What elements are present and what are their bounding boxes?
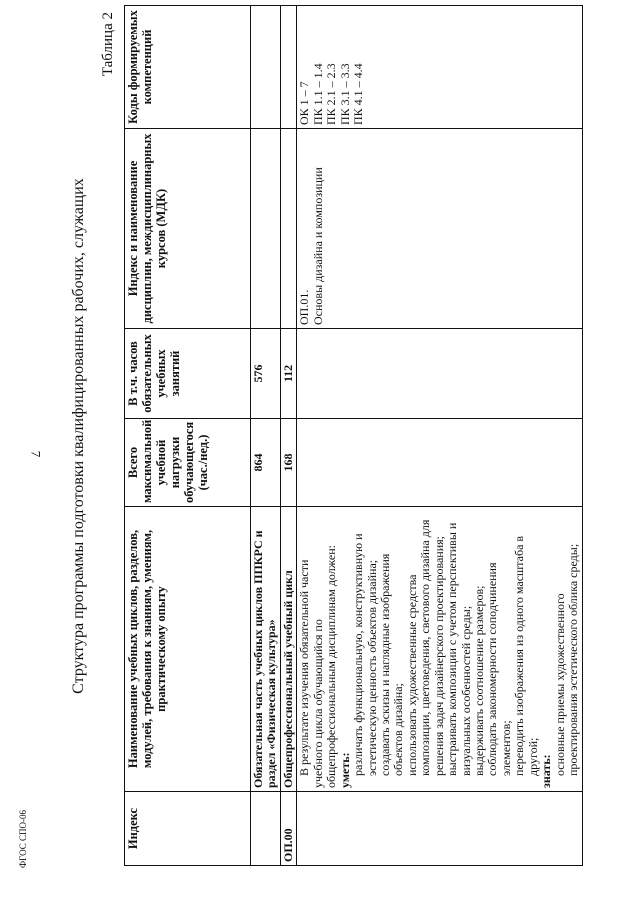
landscape-sheet <box>62 6 634 866</box>
header-competence-codes: Коды формируемых компетенций <box>125 6 251 129</box>
row-mandatory <box>297 329 582 419</box>
curriculum-table <box>124 5 583 866</box>
table-row <box>251 6 281 866</box>
row-codes <box>297 6 582 129</box>
row-mandatory: 576 <box>251 329 281 419</box>
header-row <box>125 6 251 866</box>
row-total: 168 <box>280 419 296 507</box>
row-discipline <box>251 129 281 329</box>
discipline-name: Основы дизайна и композиции <box>310 167 325 325</box>
skill-item: создавать эскизы и наглядные изображения объектов дизайна; <box>377 553 406 776</box>
competence-code: ПК 3.1 – 3.3 <box>337 63 352 125</box>
row-discipline <box>280 129 296 329</box>
row-name: Общепрофессиональный учебный цикл <box>280 507 296 792</box>
skill-item: переводить изображения из одного масштаба в другой; <box>512 535 540 776</box>
table-number: Таблица 2 <box>100 12 116 77</box>
row-codes <box>251 6 281 129</box>
header-discipline: Индекс и наименование дисциплин, междисциплинарных курсов (МДК) <box>125 129 251 329</box>
row-index <box>251 792 281 866</box>
header-total-hours: Всего максимальной учебной нагрузки обучающегося (час./нед.) <box>125 419 251 507</box>
row-total: 864 <box>251 419 281 507</box>
row-name: Обязательная часть учебных циклов ППКРС и раздел «Физическая культура» <box>251 507 281 792</box>
row-discipline <box>297 129 582 329</box>
page-number: 7 <box>28 450 44 458</box>
requirements-text: В результате изучения обязательной части <box>297 559 312 776</box>
header-name: Наименование учебных циклов, разделов, модулей, требования к знаниям, умениям, практическому опыту <box>125 507 251 792</box>
header-index: Индекс <box>125 792 251 866</box>
skill-item: выстраивать композиции с учетом перспективы и визуальных особенностей среды; <box>445 522 473 776</box>
competence-code: ПК 4.1 – 4.4 <box>351 63 366 125</box>
skill-item: соблюдать закономерности соподчинения элементов; <box>485 562 513 776</box>
discipline-code: ОП.01. <box>297 289 312 325</box>
table-row <box>297 6 582 866</box>
row-index: ОП.00 <box>280 792 296 866</box>
competence-code: ПК 1.1 – 1.4 <box>310 63 325 125</box>
header-mandatory-hours: В т.ч. часов обязательных учебных занятий <box>125 329 251 419</box>
knowledge-item: основные приемы художественного проектирования эстетического облика среды; <box>552 543 581 776</box>
requirements-text: общепрофессиональным дисциплинам должен: <box>324 545 339 788</box>
row-requirements <box>297 507 582 792</box>
skill-item: использовать художественные средства композиции, цветоведения, светового дизайна для решения задач дизайнерского проектирования; <box>404 519 446 776</box>
skill-item: различать функциональную, конструктивную и эстетическую ценность объектов дизайна; <box>351 533 379 776</box>
table-caption: Структура программы подготовки квалифицированных рабочих, служащих <box>70 178 87 694</box>
row-mandatory: 112 <box>280 329 296 419</box>
row-total <box>297 419 582 507</box>
requirements-text: учебного цикла обучающийся по <box>310 619 325 788</box>
row-index <box>297 792 582 866</box>
row-codes <box>280 6 296 129</box>
skills-label: уметь: <box>337 752 352 788</box>
table-row <box>280 6 296 866</box>
competence-code: ОК 1 – 7 <box>297 81 312 125</box>
knowledge-label: знать: <box>539 754 554 788</box>
skill-item: выдерживать соотношение размеров; <box>472 585 486 776</box>
competence-code: ПК 2.1 – 2.3 <box>324 63 339 125</box>
footer-label: ФГОС СПО-06 <box>18 810 28 868</box>
